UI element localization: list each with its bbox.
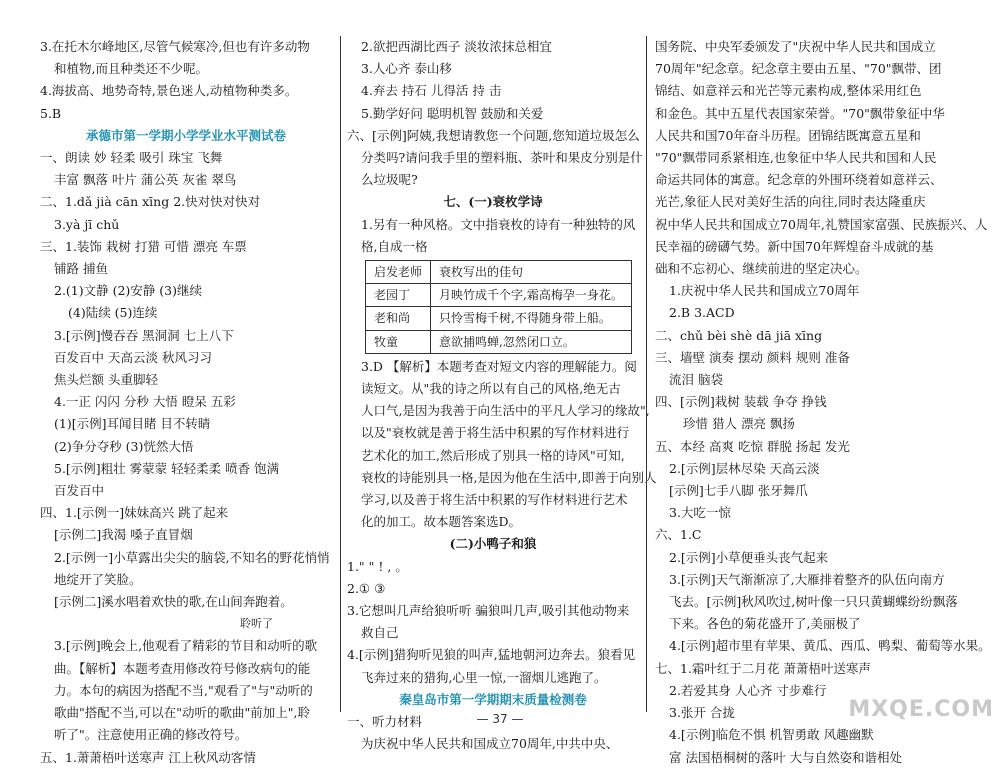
text-line: 民幸福的磅礴气势。新中国70年辉煌奋斗成就的基 [655, 238, 934, 254]
text-line: 3.[示例]天气渐渐凉了,大雁排着整齐的队伍向南方 [669, 571, 945, 587]
text-line: 力。本句的病因为搭配不当,"观看了"与"动听的 [54, 682, 313, 698]
page-number: — 37 — [476, 712, 524, 726]
text-line: 六、[示例]阿姨,我想请教您一个问题,您知道垃圾怎么 [347, 127, 640, 143]
text-line: [示例二]我渴 嗓子直冒烟 [54, 527, 193, 543]
text-line: 础和不忘初心、继续前进的坚定决心。 [655, 261, 868, 277]
text-line: 飞奔过来的猎狗,心里一惊,一溜烟儿逃跑了。 [361, 669, 607, 685]
text-line: 读短文。从"我的诗之所以有自己的风格,绝无古 [361, 381, 621, 397]
table-cell: 月映竹成千个字,霜高梅孕一身花。 [431, 284, 632, 307]
text-line: 艺术化的加工,然后形成了别具一格的诗风"可知, [361, 447, 625, 463]
text-line: 4.[示例]猎狗听见狼的叫声,猛地朝河边奔去。狼看见 [347, 647, 636, 663]
text-line: 1.庆祝中华人民共和国成立70周年 [669, 283, 860, 299]
text-line: 人民共和国70年奋斗历程。团锦结既寓意五星和 [655, 127, 921, 143]
text-line: 国务院、中央军委颁发了"庆祝中华人民共和国成立 [655, 39, 936, 54]
text-line: 2.[示例]小草便垂头丧气起来 [669, 549, 829, 565]
text-line: 四、1.[示例一]妹妹高兴 跳了起来 [40, 505, 229, 521]
column-divider [646, 36, 647, 712]
text-line: 5.勤学好问 聪明机智 鼓励和关爱 [361, 105, 544, 121]
text-line: 衰枚的诗能别具一格,是因为他在生活中,即善于向别人 [361, 469, 657, 485]
text-line: 2.若爱其身 人心齐 寸步难行 [669, 682, 827, 698]
poem-table [365, 260, 632, 354]
table-cell: 意欲捕鸣蝉,忽然闭口立。 [431, 330, 632, 353]
text-line: 化的加工。故本题答案选D。 [361, 514, 522, 530]
text-line: 为庆祝中华人民共和国成立70周年,中共中央、 [361, 736, 619, 752]
text-line: 分类吗?请问我手里的塑料瓶、茶叶和果皮分别是什 [361, 150, 643, 166]
text-line: 二、1.dǎ jià cān xīng 2.快对快对快对 [40, 194, 261, 210]
table-row [366, 261, 632, 284]
text-line: 和植物,而且种类还不少呢。 [54, 61, 208, 77]
text-line: 4.一正 闪闪 分秒 大悟 瞪呆 五彩 [54, 394, 236, 410]
text-line: 百发百中 [54, 483, 105, 499]
text-line: 四、[示例]栽树 装载 争夺 挣钱 [655, 394, 827, 410]
table-row [366, 284, 632, 307]
text-line: 七、1.霜叶红于二月花 萧萧梧叶送寒声 [655, 660, 871, 676]
text-line: 1." " ! , 。 [347, 558, 408, 574]
text-line: 命运共同体的寓意。纪念章的外围环绕着如意祥云、 [655, 172, 943, 188]
text-line: 听了"。注意使用正确的修改符号。 [54, 727, 248, 743]
text-line: 下来。各色的菊花盛开了,美丽极了 [669, 616, 861, 632]
table-cell: 衰枚写出的佳句 [431, 261, 632, 284]
revision-mark: 聆听了 [240, 617, 273, 631]
text-line: 六、1.C [655, 527, 702, 543]
text-line: 光芒,象征人民对美好生活的向往,同时表达隆重庆 [655, 194, 926, 210]
text-line: 三、墙壁 演奏 摆动 颜料 规则 准备 [655, 349, 850, 365]
text-line: 三、1.装饰 栽树 打猎 可惜 漂亮 车票 [40, 238, 247, 254]
text-line: 2.欲把西湖比西子 淡妆浓抹总相宜 [361, 39, 552, 54]
text-line: 1.另有一种风格。文中指衰枚的诗有一种独特的风 [361, 216, 636, 232]
text-line: 一、朗读 妙 轻柔 吸引 珠宝 飞舞 [40, 150, 223, 166]
text-line: 2.B 3.ACD [669, 305, 735, 321]
text-line: 焦头烂额 头重脚轻 [54, 372, 158, 388]
text-line: 歌曲"搭配不当,可以在"动听的歌曲"前加上",聆 [54, 705, 310, 721]
text-line: 祝中华人民共和国成立70周年,礼赞国家富强、民族振兴、人 [655, 216, 988, 232]
table-cell: 老和尚 [366, 307, 431, 330]
text-line: 救自己 [361, 625, 399, 641]
section-heading: (二)小鸭子和狼 [449, 536, 537, 552]
text-line: [示例]七手八脚 张牙舞爪 [669, 483, 808, 499]
text-line: 2.[示例]层林尽染 天高云淡 [669, 460, 820, 476]
table-cell: 牧童 [366, 330, 431, 353]
text-line: (2)争分夺秒 (3)恍然大悟 [54, 438, 194, 454]
text-line: 3.在托木尔峰地区,尽管气候寒冷,但也有许多动物 [40, 39, 310, 54]
text-line: "70"飘带同系紧相连,也象征中华人民共和国和人民 [655, 150, 937, 166]
text-line: 人口气,是因为我善于向生活中的平凡人学习的缘故", [361, 403, 650, 419]
text-line: 学习,以及善于将生活中积累的写作材料进行艺术 [361, 492, 628, 508]
text-line: 4.[示例]超市里有苹果、黄瓜、西瓜、鸭梨、葡萄等水果。 [669, 638, 991, 654]
table-row [366, 330, 632, 353]
text-line: 3.[示例]晚会上,他观看了精彩的节目和动听的歌 [54, 638, 318, 654]
text-line: 珍惜 猎人 漂亮 飘扬 [683, 416, 795, 432]
text-line: 5.[示例]粗壮 雾蒙蒙 轻轻柔柔 喷香 饱满 [54, 460, 280, 476]
text-line: 五、1.萧萧梧叶送寒声 江上秋风动客情 [40, 749, 256, 765]
text-line: 5.B [40, 105, 62, 121]
table-cell: 老园丁 [366, 284, 431, 307]
text-line: (1)[示例]耳闻目睹 目不转睛 [54, 416, 211, 432]
text-line: 地绽开了笑脸。 [54, 571, 142, 587]
text-line: 4.弃去 持石 儿得活 持 击 [361, 83, 502, 99]
text-line: 3.它想叫几声给狼听听 骗狼叫几声,吸引其他动物来 [347, 603, 630, 619]
text-line: 一、听力材料 [347, 714, 423, 730]
text-line: 3.yà jī chǔ [54, 216, 120, 232]
text-line: 70周年"纪念章。纪念章主要由五星、"70"飘带、团 [655, 61, 942, 77]
text-line: 五、本经 高爽 吃惊 群脱 扬起 发光 [655, 438, 850, 454]
text-line: 丰富 飘落 叶片 蒲公英 灰雀 翠鸟 [54, 172, 237, 188]
text-line: [示例二]溪水唱着欢快的歌,在山间奔跑着。 [54, 594, 293, 610]
text-line: 百发百中 天高云淡 秋风习习 [54, 349, 212, 365]
text-line: 曲。【解析】本题考查用修改符号修改病句的能 [54, 660, 311, 676]
section-heading: 七、(一)衰枚学诗 [443, 194, 543, 210]
text-line: 飞去。[示例]秋风吹过,树叶像一只只黄蝴蝶纷纷飘落 [669, 594, 958, 610]
text-line: 流泪 脑袋 [669, 372, 723, 388]
column-divider [340, 36, 341, 712]
text-line: 3.大吃一惊 [669, 505, 731, 521]
text-line: 4.海拔高、地势奇特,景色迷人,动植物种类多。 [40, 83, 298, 99]
table-row [366, 307, 632, 330]
table-cell: 启发老师 [366, 261, 431, 284]
exam-title: 承德市第一学期小学学业水平测试卷 [85, 127, 286, 143]
text-line: 3.[示例]慢吞吞 黑洞洞 七上八下 [54, 327, 234, 343]
text-line: 格,自成一格 [361, 238, 428, 254]
text-line: 3.张开 合拢 [669, 705, 735, 721]
text-line: 富 法国梧桐树的落叶 大与自然姿和谐相处 [669, 749, 902, 765]
text-line: 3.人心齐 泰山移 [361, 61, 452, 77]
text-line: 和金色。其中五星代表国家荣誉。"70"飘带象征中华 [655, 105, 945, 121]
text-line: 2.(1)文静 (2)安静 (3)继续 [54, 283, 202, 299]
exam-title: 秦皇岛市第一学期期末质量检测卷 [399, 691, 587, 707]
text-line: 3.D 【解析】本题考查对短文内容的理解能力。阅 [361, 358, 637, 374]
watermark-logo: MXQE.COM [848, 697, 994, 722]
text-line: (4)陆续 (5)连续 [68, 305, 158, 321]
text-line: 铺路 捕鱼 [54, 261, 108, 277]
answer-column-left [40, 36, 332, 765]
table-cell: 只怜雪梅千树,不得随身带上船。 [431, 307, 632, 330]
text-line: 2.[示例一]小草露出尖尖的脑袋,不知名的野花悄悄 [54, 549, 330, 565]
text-line: 么垃圾呢? [361, 172, 418, 188]
text-line: 4.[示例]临危不惧 机智勇敢 风趣幽默 [669, 727, 874, 743]
text-line: 锦结、如意祥云和光芒等元素构成,整体采用红色 [655, 83, 922, 99]
text-line: 二、chǔ bèi shè dā jiā xīng [655, 327, 823, 343]
text-line: 2.① ③ [347, 580, 386, 596]
text-line: 以及"衰枚就是善于将生活中积累的写作材料进行 [361, 425, 630, 441]
